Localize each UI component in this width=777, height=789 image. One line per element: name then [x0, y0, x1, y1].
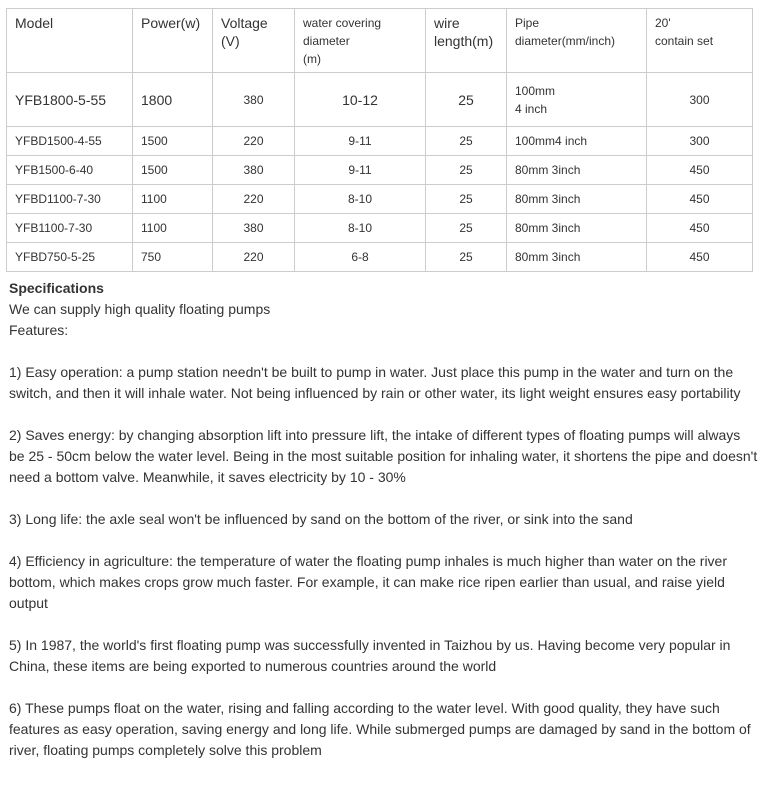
cell-wire: 25	[426, 73, 507, 127]
cell-contain: 450	[647, 185, 753, 214]
cell-pipe: 80mm 3inch	[507, 185, 647, 214]
cell-contain: 450	[647, 156, 753, 185]
spacer	[9, 677, 759, 698]
cell-voltage: 220	[213, 185, 295, 214]
cell-voltage: 380	[213, 73, 295, 127]
cell-voltage: 220	[213, 243, 295, 272]
cell-model: YFBD750-5-25	[7, 243, 133, 272]
cell-power: 1100	[133, 185, 213, 214]
cell-voltage: 220	[213, 127, 295, 156]
cell-contain: 450	[647, 243, 753, 272]
feature-paragraph: 2) Saves energy: by changing absorption lift into pressure lift, the intake of different types of floating pumps will always be 25 - 50cm below the water level. Being in the most suitable position for inhaling water, it shortens the pipe and doesn't need a bottom valve. Meanwhile, it saves electricity by 10 - 30%	[9, 427, 758, 485]
feature-paragraph: 5) In 1987, the world's first floating pump was successfully invented in Taizhou by us. Having become very popular in China, these items are being exported to numerous countries around the world	[9, 637, 731, 674]
header-pipe: Pipe diameter(mm/inch)	[507, 9, 647, 73]
cell-coverage: 9-11	[295, 156, 426, 185]
spacer	[9, 341, 759, 362]
table-row	[7, 73, 753, 127]
cell-contain: 450	[647, 214, 753, 243]
spacer	[9, 614, 759, 635]
cell-coverage: 8-10	[295, 214, 426, 243]
cell-power: 1500	[133, 127, 213, 156]
header-contain: 20' contain set	[647, 9, 753, 73]
spacer	[9, 404, 759, 425]
spacer	[9, 488, 759, 509]
cell-power: 1500	[133, 156, 213, 185]
cell-model: YFBD1500-4-55	[7, 127, 133, 156]
cell-voltage: 380	[213, 214, 295, 243]
cell-contain: 300	[647, 127, 753, 156]
header-voltage: Voltage (V)	[213, 9, 295, 73]
cell-wire: 25	[426, 127, 507, 156]
header-power: Power(w)	[133, 9, 213, 73]
table-row	[7, 185, 753, 214]
cell-power: 1100	[133, 214, 213, 243]
cell-model: YFBD1100-7-30	[7, 185, 133, 214]
features-label: Features:	[9, 322, 69, 338]
cell-pipe: 80mm 3inch	[507, 156, 647, 185]
cell-wire: 25	[426, 243, 507, 272]
cell-power: 1800	[133, 73, 213, 127]
cell-pipe: 100mm4 inch	[507, 127, 647, 156]
header-coverage: water covering diameter (m)	[295, 9, 426, 73]
feature-paragraph: 3) Long life: the axle seal won't be influenced by sand on the bottom of the river, or sink into the sand	[9, 511, 633, 527]
cell-coverage: 6-8	[295, 243, 426, 272]
header-model: Model	[7, 9, 133, 73]
cell-wire: 25	[426, 214, 507, 243]
intro-text: We can supply high quality floating pumps	[9, 301, 271, 317]
cell-coverage: 8-10	[295, 185, 426, 214]
cell-coverage: 10-12	[295, 73, 426, 127]
cell-contain: 300	[647, 73, 753, 127]
feature-paragraph: 1) Easy operation: a pump station needn't be built to pump in water. Just place this pump in the water and turn on the switch, and then it will inhale water. Not being influenced by rain or other water, its light weight ensures easy portability	[9, 364, 741, 401]
cell-voltage: 380	[213, 156, 295, 185]
spacer	[9, 530, 759, 551]
description-section	[9, 278, 759, 761]
feature-paragraph: 6) These pumps float on the water, rising and falling according to the water level. With good quality, they have such features as easy operation, saving energy and long life. While submerged pumps are damaged by sand in the bottom of river, floating pumps completely solve this problem	[9, 700, 751, 758]
cell-wire: 25	[426, 156, 507, 185]
cell-power: 750	[133, 243, 213, 272]
specifications-heading: Specifications	[9, 280, 104, 296]
table-header-row	[7, 9, 753, 73]
cell-model: YFB1800-5-55	[7, 73, 133, 127]
table-row	[7, 156, 753, 185]
table-row	[7, 243, 753, 272]
feature-paragraph: 4) Efficiency in agriculture: the temperature of water the floating pump inhales is much higher than water on the river bottom, which makes crops grow much faster. For example, it can make rice ripen earlier than usual, and raise yield output	[9, 553, 728, 611]
table-row	[7, 127, 753, 156]
cell-model: YFB1500-6-40	[7, 156, 133, 185]
spec-table	[6, 8, 753, 272]
cell-pipe: 80mm 3inch	[507, 243, 647, 272]
cell-coverage: 9-11	[295, 127, 426, 156]
table-row	[7, 214, 753, 243]
cell-pipe: 100mm 4 inch	[507, 73, 647, 127]
cell-model: YFB1100-7-30	[7, 214, 133, 243]
header-wire: wire length(m)	[426, 9, 507, 73]
cell-wire: 25	[426, 185, 507, 214]
cell-pipe: 80mm 3inch	[507, 214, 647, 243]
